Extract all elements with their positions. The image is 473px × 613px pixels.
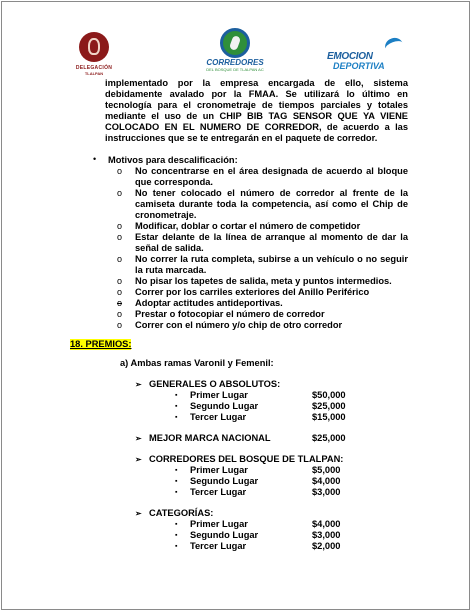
intro-line: debidamente avalado por la FMAA. Se utilizará lo último en [105,89,408,99]
prize-label: Segundo Lugar [190,530,259,540]
logo-right-line2: DEPORTIVA [333,61,385,71]
prize-label: Tercer Lugar [190,412,247,422]
footprint-icon [79,32,109,62]
square-bullet-icon: ▪ [175,403,178,410]
prize-amount: $4,000 [312,519,341,529]
disq-item: cronometraje. [135,210,197,220]
premios-heading: 18. PREMIOS: [70,339,132,349]
square-bullet-icon: ▪ [175,489,178,496]
square-bullet-icon: ▪ [175,392,178,399]
prize-amount: $50,000 [312,390,346,400]
circle-bullet-icon: o [117,287,123,297]
generales-title: GENERALES O ABSOLUTOS: [149,379,281,389]
disq-item: la ruta marcada. [135,265,207,275]
circle-bullet-icon: o [117,188,123,198]
square-bullet-icon: ▪ [175,532,178,539]
disq-item: Adoptar actitudes antideportivas. [135,298,283,308]
prize-amount: $25,000 [312,401,346,411]
disq-item: No tener colocado el número de corredor al frente de la [135,188,408,198]
disq-item: Correr por los carriles exteriores del Anillo Periférico [135,287,370,297]
swoosh-icon [383,35,405,56]
square-bullet-icon: ▪ [175,478,178,485]
prize-amount: $2,000 [312,541,341,551]
disq-item: Modificar, doblar o cortar el número de competidor [135,221,361,231]
logo-mid-line1: CORREDORES [206,58,264,67]
circle-bullet-icon: o [117,298,123,308]
disq-item: camiseta durante toda la competencia, así como el Chip de [135,199,408,209]
logo-right-line1: EMOCION [327,51,373,62]
disq-item: Prestar o fotocopiar el número de corredor [135,309,325,319]
square-bullet-icon: ▪ [175,414,178,421]
prize-amount: $5,000 [312,465,341,475]
intro-line: COLOCADO EN EL NUMERO DE CORREDOR, de acuerdo a las [105,122,408,132]
circle-bullet-icon: o [117,309,123,319]
prize-amount: $4,000 [312,476,341,486]
circle-bullet-icon: o [117,254,123,264]
disq-item: No concentrarse en el área designada de acuerdo al bloque [135,166,408,176]
circle-bullet-icon: o [117,221,123,231]
square-bullet-icon: ▪ [175,543,178,550]
intro-line: implementado por la empresa encargada de ello, sistema [105,78,408,88]
premios-sub-a: a) Ambas ramas Varonil y Femenil: [120,358,274,368]
prize-label: Primer Lugar [190,390,248,400]
logo-left-line2: TLALPAN [84,71,104,76]
square-bullet-icon: ▪ [175,521,178,528]
prize-label: Segundo Lugar [190,476,259,486]
square-bullet-icon: ▪ [175,467,178,474]
emocion-deportiva-logo [327,38,407,78]
corredores-bosque-logo [205,28,265,82]
logo-mid-line2: DEL BOSQUE DE TLALPAN AC [206,67,264,72]
categorias-title: CATEGORÍAS: [149,508,214,518]
circle-bullet-icon: o [117,276,123,286]
prize-amount: $3,000 [312,487,341,497]
circle-bullet-icon: o [117,232,123,242]
intro-line: instrucciones que se te entregarán en el paquete de corredor. [105,133,378,143]
bullet-icon: • [93,154,97,164]
arrow-bullet-icon: ➢ [135,434,142,443]
prize-amount: $15,000 [312,412,346,422]
disq-item: Estar delante de la línea de arranque al momento de dar la [135,232,408,242]
arrow-bullet-icon: ➢ [135,455,142,464]
circle-bullet-icon: o [117,166,123,176]
disq-item: que corresponda. [135,177,214,187]
logo-left-line1: DELEGACIÓN [75,65,113,71]
mejor-marca-title: MEJOR MARCA NACIONAL [149,433,271,443]
intro-line: mediante el uso de un CHIP BIB TAG SENSOR QUE YA VIENE [105,111,408,121]
prize-label: Primer Lugar [190,465,248,475]
intro-line: tecnología para el cronometraje de tiempos parciales y totales [105,100,408,110]
circle-bullet-icon: o [117,320,123,330]
prize-amount: $3,000 [312,530,341,540]
prize-amount: $25,000 [312,433,346,443]
disq-item: No correr la ruta completa, subirse a un vehículo o no seguir [135,254,408,264]
bosque-title: CORREDORES DEL BOSQUE DE TLALPAN: [149,454,344,464]
arrow-bullet-icon: ➢ [135,380,142,389]
prize-label: Primer Lugar [190,519,248,529]
disq-heading: Motivos para descalificación: [108,155,238,165]
prize-label: Segundo Lugar [190,401,259,411]
arrow-bullet-icon: ➢ [135,509,142,518]
runner-icon [220,28,250,58]
prize-label: Tercer Lugar [190,487,247,497]
prize-label: Tercer Lugar [190,541,247,551]
disq-item: Correr con el número y/o chip de otro corredor [135,320,343,330]
disq-item: No pisar los tapetes de salida, meta y puntos intermedios. [135,276,392,286]
disq-item: señal de salida. [135,243,204,253]
